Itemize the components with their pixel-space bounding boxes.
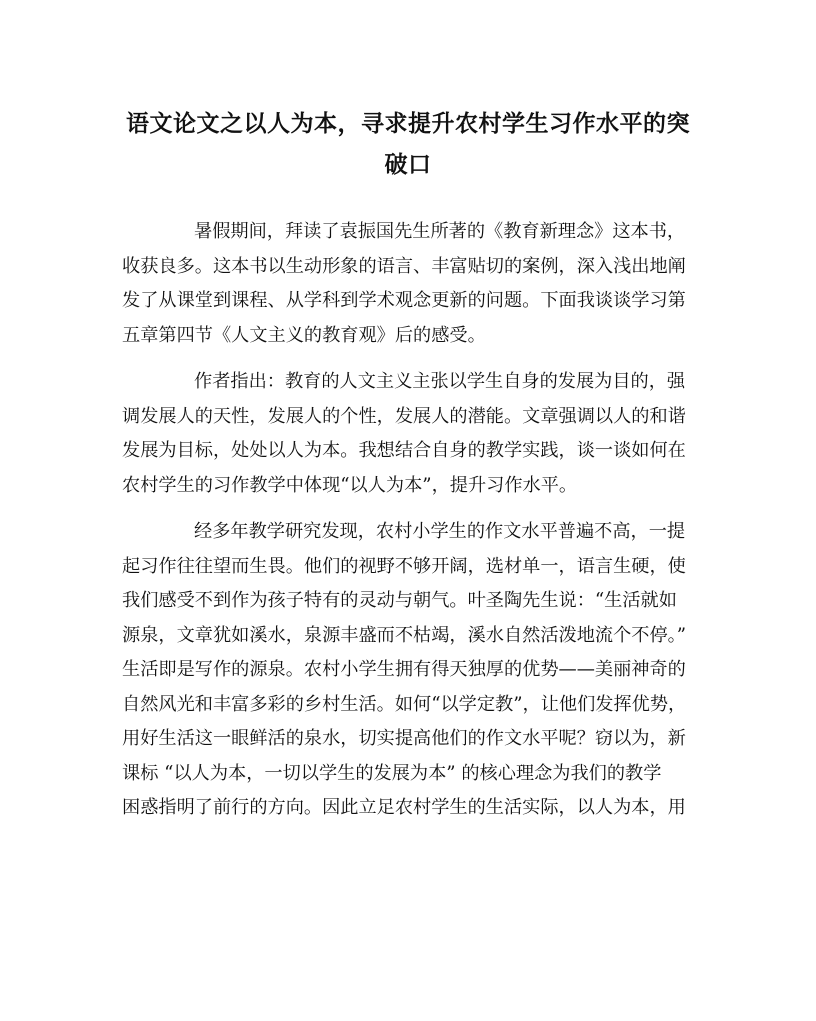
paragraph-line: 自然风光和丰富多彩的乡村生活。如何“以学定教”，让他们发挥优势， bbox=[122, 693, 687, 715]
paragraph-line: 经多年教学研究发现，农村小学生的作文水平普遍不高，一提 bbox=[194, 521, 686, 542]
paragraph-line: 困惑指明了前行的方向。因此立足农村学生的生活实际，以人为本，用 bbox=[122, 797, 686, 818]
paragraph-line: 起习作往往望而生畏。他们的视野不够开阔，选材单一，语言生硬，使 bbox=[122, 555, 686, 577]
paragraph-line: 生活即是写作的源泉。农村小学生拥有得天独厚的优势——美丽神奇的 bbox=[122, 659, 686, 680]
title-line-1: 语文论文之以人为本，寻求提升农村学生习作水平的突 bbox=[126, 111, 690, 137]
title-line-2: 破口 bbox=[384, 152, 432, 178]
paragraph-2 bbox=[122, 365, 696, 503]
paragraph-line: 作者指出：教育的人文主义主张以学生自身的发展为目的，强 bbox=[194, 371, 686, 392]
paragraph-line: 暑假期间，拜读了袁振国先生所著的《教育新理念》这本书， bbox=[194, 221, 686, 242]
paragraph-3 bbox=[122, 515, 696, 826]
paragraph-line: 源泉，文章犹如溪水，泉源丰盛而不枯竭，溪水自然活泼地流个不停。” bbox=[122, 624, 687, 646]
paragraph-line: 课标 “以人为本，一切以学生的发展为本” 的核心理念为我们的教学 bbox=[122, 762, 662, 784]
paragraph-line: 收获良多。这本书以生动形象的语言、丰富贴切的案例，深入浅出地阐 bbox=[122, 255, 686, 277]
document-title bbox=[112, 104, 704, 186]
paragraph-spacer bbox=[122, 353, 696, 365]
paragraph-line: 用好生活这一眼鲜活的泉水，切实提高他们的作文水平呢？窃以为，新 bbox=[122, 728, 686, 749]
paragraph-line: 农村学生的习作教学中体现“以人为本”，提升习作水平。 bbox=[122, 474, 578, 496]
paragraph-spacer bbox=[122, 503, 696, 515]
paragraph-line: 我们感受不到作为孩子特有的灵动与朝气。叶圣陶先生说：“生活就如 bbox=[122, 590, 677, 611]
paragraph-line: 调发展人的天性，发展人的个性，发展人的潜能。文章强调以人的和谐 bbox=[122, 405, 686, 427]
paragraph-line: 发了从课堂到课程、从学科到学术观念更新的问题。下面我谈谈学习第 bbox=[122, 290, 686, 311]
document-body bbox=[122, 215, 696, 826]
paragraph-line: 发展为目标，处处以人为本。我想结合自身的教学实践，谈一谈如何在 bbox=[122, 440, 686, 461]
paragraph-1 bbox=[122, 215, 696, 353]
paragraph-line: 五章第四节《人文主义的教育观》后的感受。 bbox=[122, 324, 486, 346]
